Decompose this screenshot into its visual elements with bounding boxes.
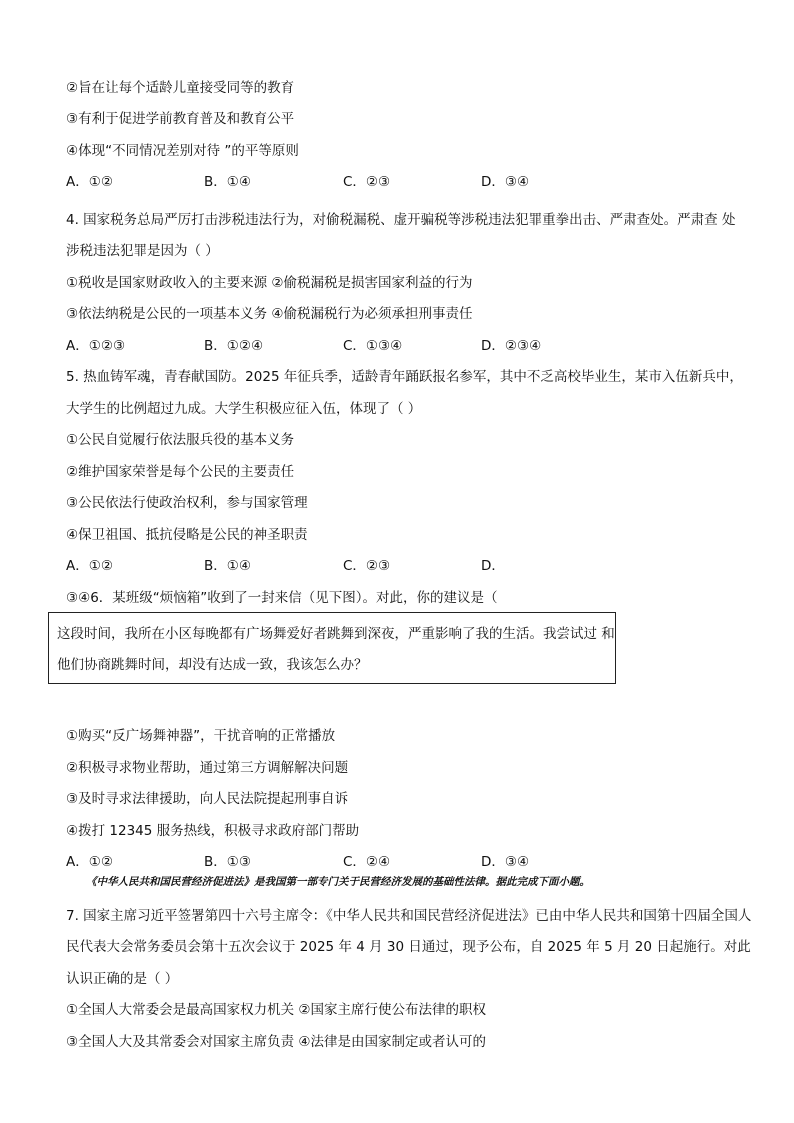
q4-options	[66, 337, 686, 355]
q3-option-c[interactable]: C．②③	[343, 174, 391, 190]
q5-statement-2: ②维护国家荣誉是每个公民的主要责任	[66, 464, 295, 480]
q6-statement-3: ③及时寻求法律援助，向人民法院提起刑事自诉	[66, 791, 349, 807]
q5-options	[66, 557, 686, 575]
q5-statement-4: ④保卫祖国、抵抗侵略是公民的神圣职责	[66, 527, 308, 543]
q5-statement-3: ③公民依法行使政治权利，参与国家管理	[66, 495, 308, 511]
q4-stem-line-2: 涉税违法犯罪是因为（ ）	[66, 243, 219, 259]
q6-option-a[interactable]: A．①②	[66, 854, 113, 870]
q5-option-a[interactable]: A．①②	[66, 558, 113, 574]
q4-statements-row-1: ①税收是国家财政收入的主要来源 ②偷税漏税是损害国家利益的行为	[66, 275, 473, 291]
q6-option-c[interactable]: C．②④	[343, 854, 391, 870]
q7-statements-row-1: ①全国人大常委会是最高国家权力机关 ②国家主席行使公布法律的职权	[66, 1002, 486, 1018]
q4-option-b[interactable]: B．①②④	[204, 338, 264, 354]
q5-stem-line-2: 大学生的比例超过九成。大学生积极应征入伍，体现了（ ）	[66, 401, 422, 417]
q6-option-b[interactable]: B．①③	[204, 854, 251, 870]
q6-stem: ③④6．某班级“烦恼箱”收到了一封来信（见下图）。对此，你的建议是（	[66, 590, 498, 606]
q6-options	[66, 853, 686, 871]
q7-stem-line-3: 认识正确的是（ ）	[66, 971, 179, 987]
q7-stem-line-2: 民代表大会常务委员会第十五次会议于 2025 年 4 月 30 日通过，现予公布，自 2025 年 5 月 20 日起施行。对此	[66, 939, 751, 955]
q5-option-d[interactable]: D．	[481, 558, 505, 574]
q6-letter-box	[48, 612, 616, 684]
q4-statements-row-2: ③依法纳税是公民的一项基本义务 ④偷税漏税行为必须承担刑事责任	[66, 306, 473, 322]
q5-option-b[interactable]: B．①④	[204, 558, 251, 574]
q5-stem-line-1: 5. 热血铸军魂，青春献国防。2025 年征兵季，适龄青年踊跃报名参军，其中不乏高校毕业生，某市入伍新兵中，	[66, 369, 743, 385]
q3-options	[66, 173, 686, 191]
q6-letter-line-1: 这段时间，我所在小区每晚都有广场舞爱好者跳舞到深夜，严重影响了我的生活。我尝试过 和	[57, 626, 615, 642]
q4-stem-line-1: 4. 国家税务总局严厉打击涉税违法行为，对偷税漏税、虚开骗税等涉税违法犯罪重拳出击、严肃查处。严肃查 处	[66, 212, 736, 228]
q3-option-b[interactable]: B．①④	[204, 174, 251, 190]
q4-option-a[interactable]: A．①②③	[66, 338, 126, 354]
material-note: 《中华人民共和国民营经济促进法》是我国第一部专门关于民营经济发展的基础性法律。据此完成下面小题。	[86, 876, 590, 888]
q6-statement-2: ②积极寻求物业帮助，通过第三方调解解决问题	[66, 760, 349, 776]
q3-option-a[interactable]: A．①②	[66, 174, 113, 190]
q7-statements-row-2: ③全国人大及其常委会对国家主席负责 ④法律是由国家制定或者认可的	[66, 1034, 486, 1050]
q3-statement-4: ④体现“不同情况差别对待 ”的平等原则	[66, 143, 299, 159]
q7-stem-line-1: 7. 国家主席习近平签署第四十六号主席令：《中华人民共和国民营经济促进法》已由中华人民共和国第十四届全国人	[66, 908, 752, 924]
q4-option-d[interactable]: D．②③④	[481, 338, 542, 354]
q6-statement-4: ④拨打 12345 服务热线，积极寻求政府部门帮助	[66, 823, 360, 839]
q5-option-c[interactable]: C．②③	[343, 558, 391, 574]
q4-option-c[interactable]: C．①③④	[343, 338, 403, 354]
q6-letter-line-2: 他们协商跳舞时间，却没有达成一致，我该怎么办？	[57, 657, 368, 673]
q3-option-d[interactable]: D．③④	[481, 174, 530, 190]
q6-option-d[interactable]: D．③④	[481, 854, 530, 870]
q5-statement-1: ①公民自觉履行依法服兵役的基本义务	[66, 432, 295, 448]
q3-statement-3: ③有利于促进学前教育普及和教育公平	[66, 111, 295, 127]
q6-statement-1: ①购买“反广场舞神器”，干扰音响的正常播放	[66, 728, 336, 744]
q3-statement-2: ②旨在让每个适龄儿童接受同等的教育	[66, 80, 295, 96]
